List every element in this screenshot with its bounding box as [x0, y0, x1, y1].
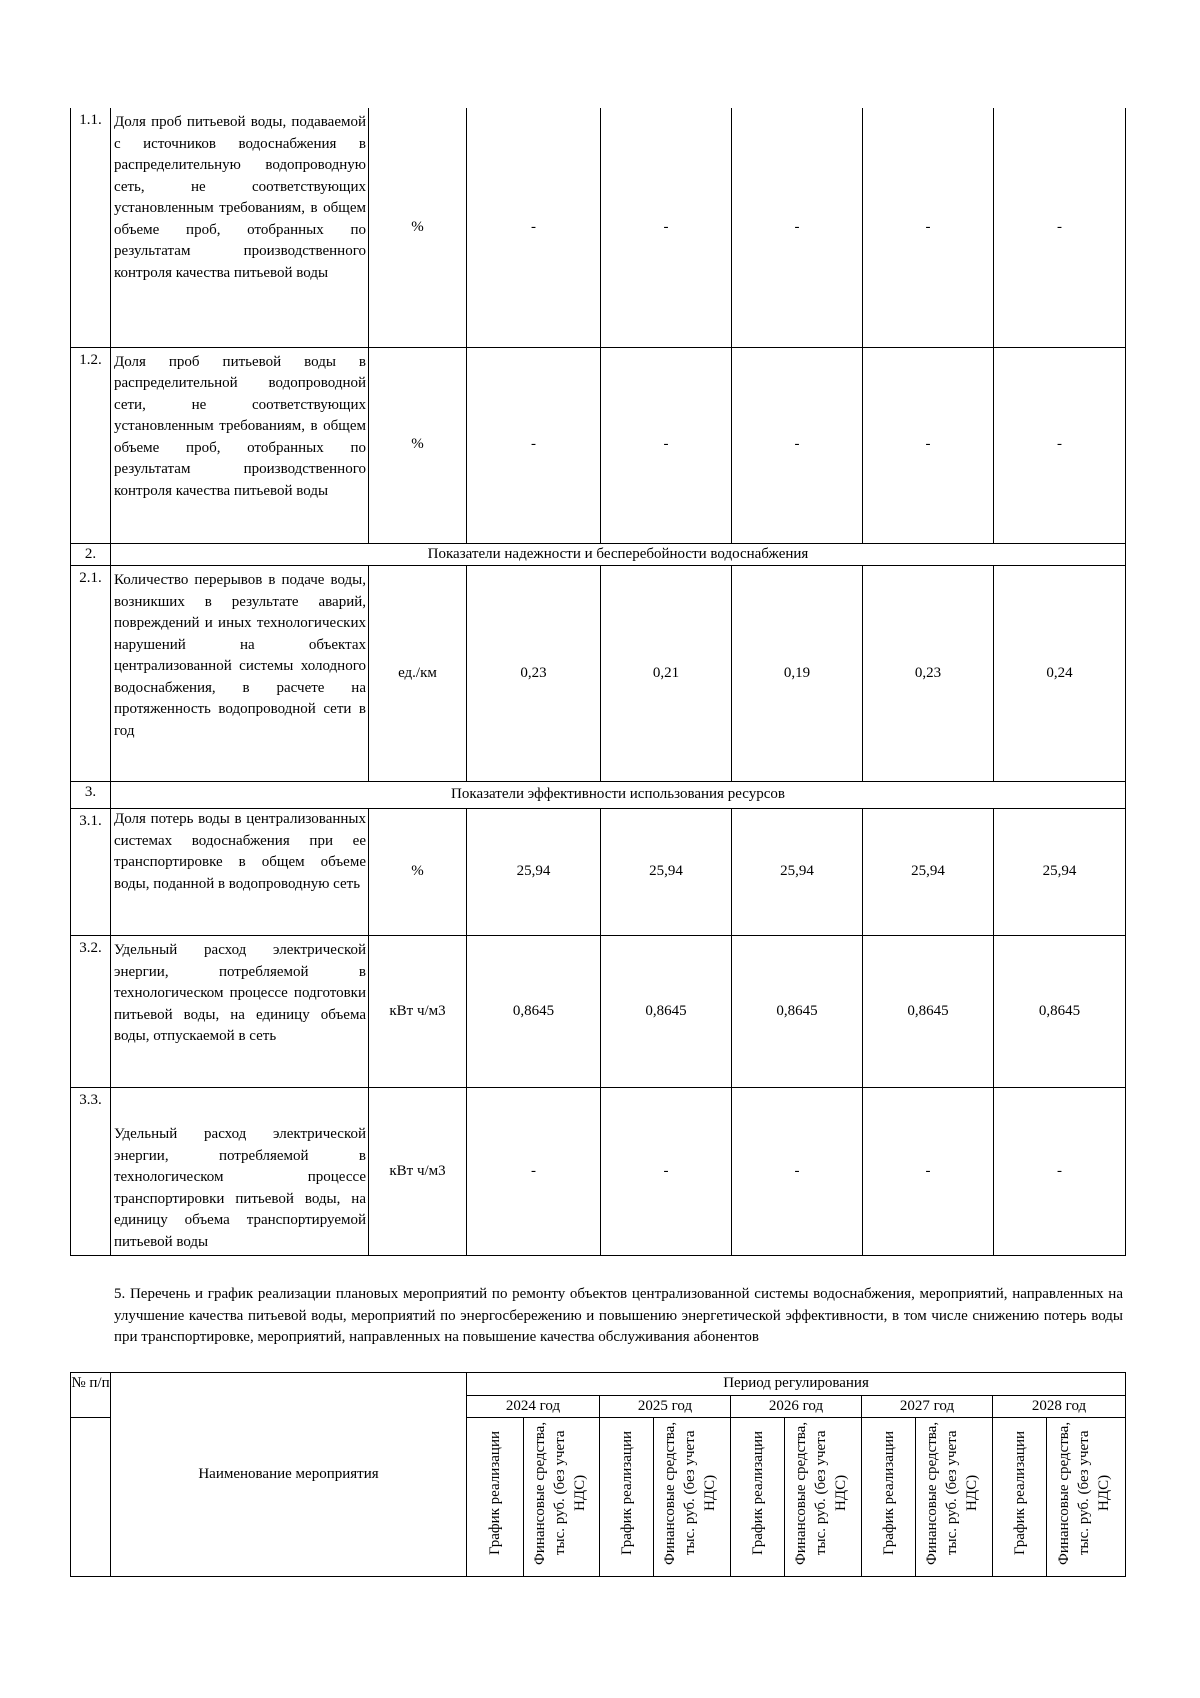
- indicator-name: Доля проб питьевой воды в распределительной водопроводной сети, не соответствующих установленным требованиям, в общем объеме проб, отобранных по результатам производственного контроля качества питьевой воды: [111, 347, 369, 543]
- sub-schedule-label: График реализации: [749, 1431, 766, 1555]
- value-2026: 0,19: [732, 566, 863, 782]
- sub-schedule-label: График реализации: [880, 1431, 897, 1555]
- unit-cell: %: [369, 347, 467, 543]
- table-row: [71, 1088, 1126, 1256]
- unit-cell: %: [369, 108, 467, 347]
- sub-schedule-2028: [993, 1418, 1047, 1577]
- sub-schedule-2027: [862, 1418, 916, 1577]
- sub-schedule-2024: [467, 1418, 524, 1577]
- sub-finance-label: Финансовые средства, тыс. руб. (без учета НДС): [793, 1421, 849, 1565]
- value-2026: 0,8645: [732, 936, 863, 1088]
- sub-schedule-label: График реализации: [618, 1431, 635, 1555]
- year-2027: 2027 год: [862, 1395, 993, 1418]
- indicator-name: Удельный расход электрической энергии, потребляемой в технологическом процессе подготовки питьевой воды, на единицу объема воды, отпускаемой в сеть: [111, 936, 369, 1088]
- sub-schedule-label: График реализации: [1011, 1431, 1028, 1555]
- indicator-name: Количество перерывов в подаче воды, возникших в результате аварий, повреждений и иных технологических нарушений на объектах централизованной системы холодного водоснабжения, в расчете на протяженность водопроводной сети в год: [111, 566, 369, 782]
- value-2026: -: [732, 347, 863, 543]
- value-2028: -: [994, 108, 1126, 347]
- period-header: Период регулирования: [467, 1373, 1126, 1396]
- sub-finance-2026: [785, 1418, 862, 1577]
- sub-finance-label: Финансовые средства, тыс. руб. (без учета НДС): [924, 1421, 980, 1565]
- row-number: 3.2.: [71, 936, 111, 1088]
- num-header: № п/п: [71, 1373, 111, 1418]
- sub-finance-label: Финансовые средства, тыс. руб. (без учета НДС): [662, 1421, 718, 1565]
- indicator-name: Удельный расход электрической энергии, потребляемой в технологическом процессе транспортировки питьевой воды, на единицу объема транспортируемой питьевой воды: [111, 1088, 369, 1256]
- value-2024: 0,8645: [467, 936, 601, 1088]
- unit-cell: кВт ч/м3: [369, 936, 467, 1088]
- value-2028: -: [994, 347, 1126, 543]
- value-2027: -: [863, 1088, 994, 1256]
- value-2024: -: [467, 347, 601, 543]
- num-header-cont: [71, 1418, 111, 1577]
- section-number: 3.: [71, 782, 111, 809]
- unit-cell: %: [369, 809, 467, 936]
- sub-schedule-2025: [600, 1418, 654, 1577]
- value-2025: -: [601, 1088, 732, 1256]
- unit-cell: кВт ч/м3: [369, 1088, 467, 1256]
- value-2024: -: [467, 108, 601, 347]
- table-row: [71, 566, 1126, 782]
- indicators-table: [70, 108, 1126, 1256]
- section-title: Показатели эффективности использования ресурсов: [111, 782, 1126, 809]
- sub-schedule-2026: [731, 1418, 785, 1577]
- value-2027: 25,94: [863, 809, 994, 936]
- section-5-paragraph: 5. Перечень и график реализации плановых мероприятий по ремонту объектов централизованной системы водоснабжения, мероприятий, направленных на улучшение качества питьевой воды, мероприятий по энергосбережению и повышению энергетической эффективности, в том числе снижению потерь воды при транспортировке, мероприятий, направленных на повышение качества обслуживания абонентов: [114, 1286, 1123, 1346]
- row-number: 2.1.: [71, 566, 111, 782]
- table-row: [71, 936, 1126, 1088]
- section-row: [71, 782, 1126, 809]
- table-row: [71, 108, 1126, 347]
- value-2026: 25,94: [732, 809, 863, 936]
- indicator-name: Доля проб питьевой воды, подаваемой с источников водоснабжения в распределительную водопроводную сеть, не соответствующих установленным требованиям, в общем объеме проб, отобранных по результатам производственного контроля качества питьевой воды: [111, 108, 369, 347]
- value-2027: 0,23: [863, 566, 994, 782]
- value-2027: -: [863, 347, 994, 543]
- unit-cell: ед./км: [369, 566, 467, 782]
- section-number: 2.: [71, 543, 111, 566]
- row-number: 3.1.: [71, 809, 111, 936]
- value-2025: 0,8645: [601, 936, 732, 1088]
- value-2028: 0,24: [994, 566, 1126, 782]
- value-2026: -: [732, 1088, 863, 1256]
- value-2028: -: [994, 1088, 1126, 1256]
- value-2027: 0,8645: [863, 936, 994, 1088]
- value-2025: -: [601, 108, 732, 347]
- row-number: 1.2.: [71, 347, 111, 543]
- value-2024: -: [467, 1088, 601, 1256]
- value-2025: 0,21: [601, 566, 732, 782]
- sub-finance-label: Финансовые средства, тыс. руб. (без учета НДС): [1056, 1421, 1113, 1565]
- sub-schedule-label: График реализации: [487, 1431, 503, 1555]
- plan-table: [70, 1372, 1126, 1577]
- sub-finance-2027: [916, 1418, 993, 1577]
- year-2024: 2024 год: [467, 1395, 600, 1418]
- table-row: [71, 347, 1126, 543]
- value-2028: 0,8645: [994, 936, 1126, 1088]
- sub-finance-2025: [654, 1418, 731, 1577]
- section-row: [71, 543, 1126, 566]
- table-row: [71, 809, 1126, 936]
- row-number: 1.1.: [71, 108, 111, 347]
- name-header: Наименование мероприятия: [111, 1373, 467, 1577]
- value-2026: -: [732, 108, 863, 347]
- value-2028: 25,94: [994, 809, 1126, 936]
- section-title: Показатели надежности и бесперебойности водоснабжения: [111, 543, 1126, 566]
- header-row-period: [71, 1373, 1126, 1396]
- row-number: 3.3.: [71, 1088, 111, 1256]
- value-2024: 0,23: [467, 566, 601, 782]
- value-2027: -: [863, 108, 994, 347]
- indicator-name: Доля потерь воды в централизованных системах водоснабжения при ее транспортировке в общем объеме воды, поданной в водопроводную сеть: [111, 809, 369, 936]
- year-2025: 2025 год: [600, 1395, 731, 1418]
- sub-finance-2028: [1047, 1418, 1126, 1577]
- year-2028: 2028 год: [993, 1395, 1126, 1418]
- sub-finance-label: Финансовые средства, тыс. руб. (без учета НДС): [531, 1421, 588, 1565]
- year-2026: 2026 год: [731, 1395, 862, 1418]
- sub-finance-2024: [524, 1418, 600, 1577]
- value-2025: 25,94: [601, 809, 732, 936]
- value-2025: -: [601, 347, 732, 543]
- value-2024: 25,94: [467, 809, 601, 936]
